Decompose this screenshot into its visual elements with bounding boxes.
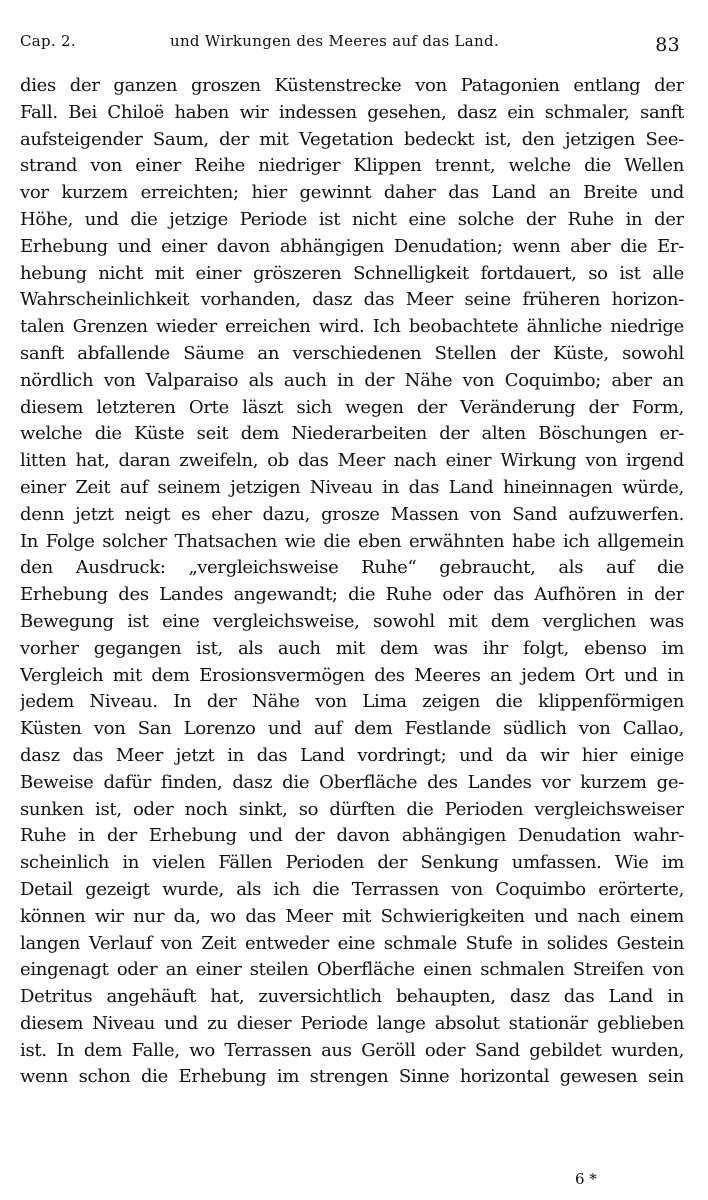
text-line: dasz das Meer jetzt in das Land vordringt; und da wir hier einige — [20, 744, 684, 766]
text-line: langen Verlauf von Zeit entweder eine schmale Stufe in solides Gestein — [20, 932, 684, 954]
text-line: Vergleich mit dem Erosionsvermögen des Meeres an jedem Ort und in — [20, 664, 684, 686]
text-line: sunken ist, oder noch sinkt, so dürften die Perioden vergleichsweiser — [20, 798, 684, 820]
text-line: aufsteigender Saum, der mit Vegetation bedeckt ist, den jetzigen See- — [20, 128, 684, 150]
text-line: Ruhe in der Erhebung und der davon abhängigen Denudation wahr- — [20, 825, 684, 847]
text-line: Beweise dafür finden, dasz die Oberfläche des Landes vor kurzem ge- — [20, 771, 684, 793]
text-line: denn jetzt neigt es eher dazu, grosze Massen von Sand aufzuwerfen. — [20, 503, 684, 525]
text-line: talen Grenzen wieder erreichen wird. Ich beobachtete ähnliche niedrige — [20, 316, 684, 338]
text-line: hebung nicht mit einer gröszeren Schnelligkeit fortdauert, so ist alle — [20, 262, 684, 284]
text-line: Höhe, und die jetzige Periode ist nicht eine solche der Ruhe in der — [20, 208, 684, 230]
text-line: sanft abfallende Säume an verschiedenen Stellen der Küste, sowohl — [20, 342, 684, 364]
text-line: Bewegung ist eine vergleichsweise, sowohl mit dem verglichen was — [20, 610, 684, 632]
text-line: den Ausdruck: „vergleichsweise Ruhe“ gebraucht, als auf die — [20, 557, 684, 579]
text-line: welche die Küste seit dem Niederarbeiten der alten Böschungen er- — [20, 423, 684, 445]
text-line: Erhebung des Landes angewandt; die Ruhe oder das Aufhören in der — [20, 584, 684, 606]
text-line: nördlich von Valparaiso als auch in der Nähe von Coquimbo; aber an — [20, 369, 684, 391]
text-line: können wir nur da, wo das Meer mit Schwierigkeiten und nach einem — [20, 905, 684, 927]
chapter-label: Cap. 2. — [20, 32, 76, 50]
body-text — [20, 73, 684, 1091]
text-line: ist. In dem Falle, wo Terrassen aus Geröll oder Sand gebildet wurden, — [20, 1039, 684, 1061]
text-line: eingenagt oder an einer steilen Oberfläche einen schmalen Streifen von — [20, 959, 684, 981]
text-line: diesem Niveau und zu dieser Periode lange absolut stationär geblieben — [20, 1012, 684, 1034]
text-line: Küsten von San Lorenzo und auf dem Festlande südlich von Callao, — [20, 718, 684, 740]
text-line: scheinlich in vielen Fällen Perioden der Senkung umfassen. Wie im — [20, 852, 684, 874]
text-line: In Folge solcher Thatsachen wie die eben erwähnten habe ich allgemein — [20, 530, 684, 552]
text-line: vor kurzem erreichten; hier gewinnt daher das Land an Breite und — [20, 182, 684, 204]
running-head — [20, 32, 684, 58]
text-line: diesem letzteren Orte läszt sich wegen der Veränderung der Form, — [20, 396, 684, 418]
text-line: strand von einer Reihe niedriger Klippen trennt, welche die Wellen — [20, 155, 684, 177]
book-page — [20, 0, 684, 1200]
text-line: einer Zeit auf seinem jetzigen Niveau in das Land hineinnagen würde, — [20, 476, 684, 498]
text-line: dies der ganzen groszen Küstenstrecke von Patagonien entlang der — [20, 75, 684, 96]
text-line: jedem Niveau. In der Nähe von Lima zeigen die klippenförmigen — [20, 691, 684, 713]
page-number: 83 — [655, 34, 680, 56]
text-line: wenn schon die Erhebung im strengen Sinne horizontal gewesen sein — [20, 1066, 684, 1088]
text-line: Wahrscheinlichkeit vorhanden, dasz das Meer seine früheren horizon- — [20, 289, 684, 311]
printer-signature: 6 * — [575, 1170, 597, 1188]
text-line: Fall. Bei Chiloë haben wir indessen gesehen, dasz ein schmaler, sanft — [20, 101, 684, 123]
text-line: litten hat, daran zweifeln, ob das Meer nach einer Wirkung von irgend — [20, 450, 684, 472]
text-line: Detritus angehäuft hat, zuversichtlich behaupten, dasz das Land in — [20, 986, 684, 1008]
text-line: vorher gegangen ist, als auch mit dem was ihr folgt, ebenso im — [20, 637, 684, 659]
text-line: Detail gezeigt wurde, als ich die Terrassen von Coquimbo erörterte, — [20, 878, 684, 900]
text-line: Erhebung und einer davon abhängigen Denudation; wenn aber die Er- — [20, 235, 684, 257]
running-title: und Wirkungen des Meeres auf das Land. — [170, 32, 499, 50]
